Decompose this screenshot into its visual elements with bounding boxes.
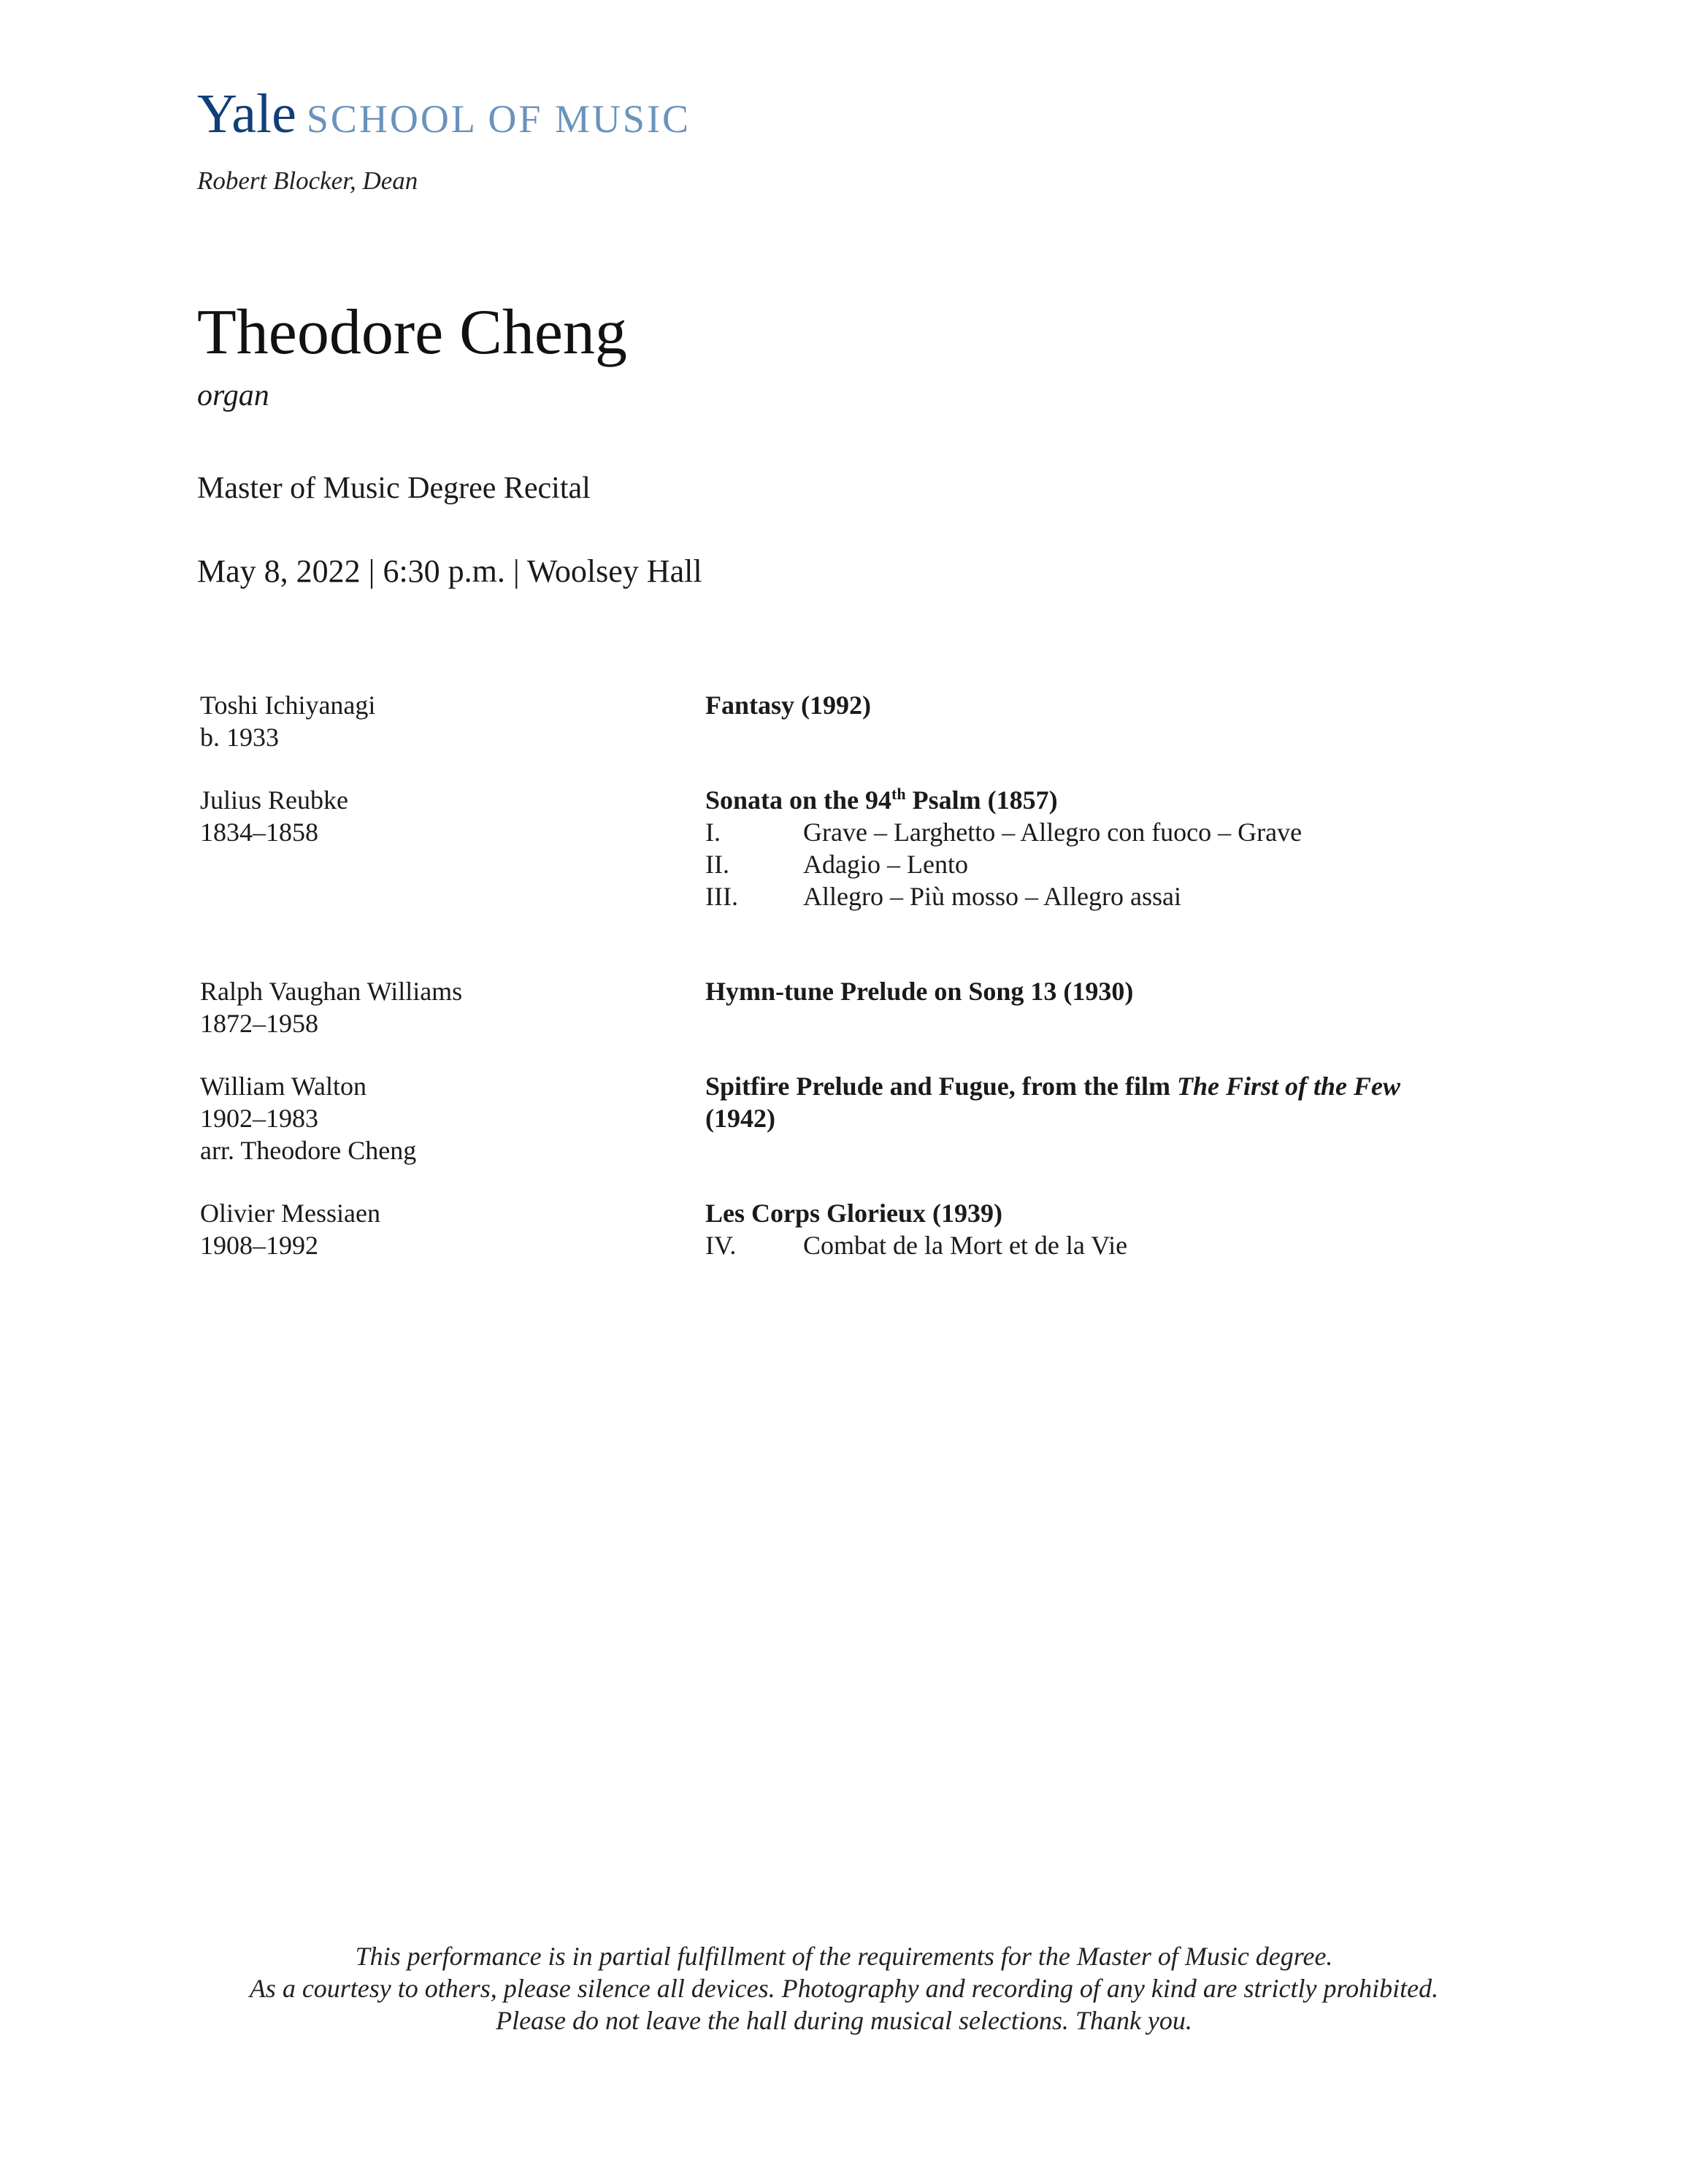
arranger: arr. Theodore Cheng [200, 1136, 417, 1165]
work-info [705, 689, 1479, 753]
program-item [200, 975, 1514, 1039]
logo-yale-text: Yale [197, 83, 296, 145]
composer-dates: 1908–1992 [200, 1231, 318, 1260]
composer-dates: b. 1933 [200, 723, 279, 752]
work-info [705, 784, 1479, 912]
composer-name: William Walton [200, 1072, 367, 1101]
movement-number: I. [705, 818, 721, 847]
footer-line: As a courtesy to others, please silence all devices. Photography and recording of any kind are strictly prohibited. [249, 1974, 1439, 2003]
movement-line [705, 848, 1479, 880]
program-item [200, 1070, 1514, 1166]
composer-dates: 1872–1958 [200, 1009, 318, 1038]
work-title: Fantasy (1992) [705, 691, 871, 720]
program-item [200, 689, 1514, 753]
footer-notice [0, 1940, 1688, 2037]
performer-name: Theodore Cheng [197, 297, 627, 368]
composer-name: Toshi Ichiyanagi [200, 691, 376, 720]
composer-info [200, 784, 667, 848]
program-list [200, 689, 1514, 1261]
yale-school-of-music-logo [197, 83, 691, 145]
event-info: May 8, 2022 | 6:30 p.m. | Woolsey Hall [197, 553, 702, 589]
movement-line [705, 816, 1479, 848]
composer-name: Olivier Messiaen [200, 1199, 380, 1228]
footer-line: Please do not leave the hall during musical selections. Thank you. [496, 2006, 1192, 2035]
work-info [705, 975, 1479, 1039]
movement-line [705, 880, 1479, 912]
footer-line: This performance is in partial fulfillment of the requirements for the Master of Music degree. [355, 1942, 1333, 1971]
composer-name: Julius Reubke [200, 785, 348, 815]
movement-title: Grave – Larghetto – Allegro con fuoco – Grave [803, 818, 1303, 847]
movement-title: Allegro – Più mosso – Allegro assai [803, 882, 1181, 911]
program-item [200, 1197, 1514, 1261]
work-title: Spitfire Prelude and Fugue, from the film The First of the Few [705, 1072, 1401, 1101]
work-title: Sonata on the 94th Psalm (1857) [705, 785, 1058, 815]
logo-school-text: SCHOOL OF MUSIC [306, 97, 691, 141]
movement-number: II. [705, 850, 729, 879]
movement-number: III. [705, 882, 738, 911]
header [197, 83, 691, 196]
work-title: Hymn-tune Prelude on Song 13 (1930) [705, 977, 1134, 1006]
composer-info [200, 1197, 667, 1261]
work-info [705, 1197, 1479, 1261]
composer-dates: 1834–1858 [200, 818, 318, 847]
composer-info [200, 689, 667, 753]
movement-number: IV. [705, 1231, 737, 1260]
movement-line [705, 1229, 1479, 1261]
dean-line: Robert Blocker, Dean [197, 166, 418, 195]
recital-type: Master of Music Degree Recital [197, 472, 591, 505]
performer-instrument: organ [197, 379, 269, 412]
work-title: Les Corps Glorieux (1939) [705, 1199, 1002, 1228]
performer-block [197, 297, 627, 413]
movement-title: Adagio – Lento [803, 850, 968, 879]
movement-title: Combat de la Mort et de la Vie [803, 1231, 1128, 1260]
program-item [200, 784, 1514, 912]
composer-info [200, 975, 667, 1039]
composer-name: Ralph Vaughan Williams [200, 977, 463, 1006]
composer-dates: 1902–1983 [200, 1104, 318, 1133]
work-info [705, 1070, 1479, 1166]
work-title-year: (1942) [705, 1104, 775, 1133]
composer-info [200, 1070, 667, 1166]
